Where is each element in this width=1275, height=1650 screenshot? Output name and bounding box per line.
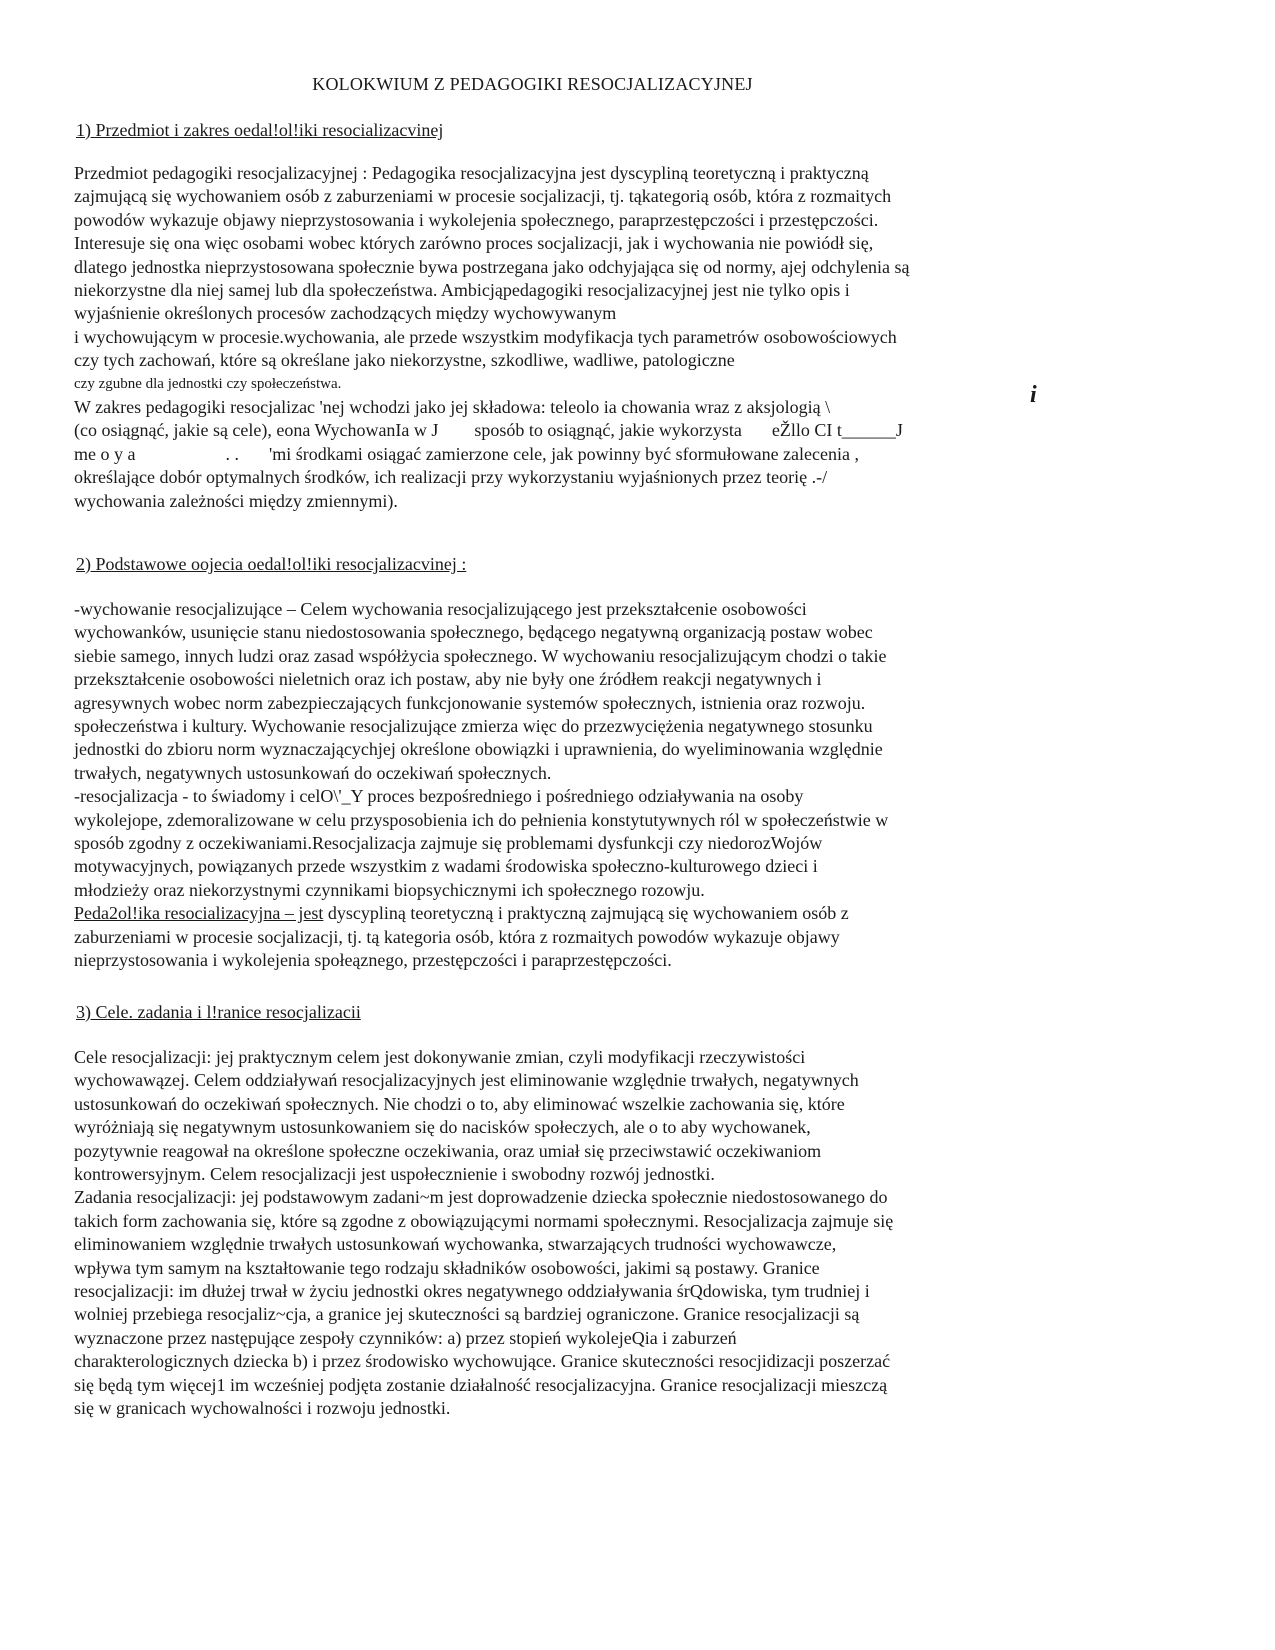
paragraph-line: czy tych zachowań, które są określane jako niekorzystne, szkodliwe, wadliwe, patologiczne [74,350,735,371]
paragraph-line: trwałych, negatywnych ustosunkowań do oczekiwań społecznych. [74,762,552,783]
line-fragment: 'mi środkami osiągać zamierzone cele, jak powinny być sformułowane zalecenia , [268,443,859,464]
paragraph-line: określające dobór optymalnych środków, ich realizacji przy wykorzystaniu wyjaśnionych przez teorię .-/ [74,467,828,488]
paragraph-line: takich form zachowania się, które są zgodne z obowiązującymi normami społecznymi. Resocjalizacja zajmuje się [74,1210,894,1231]
line-fragment: me o y a [74,443,136,464]
paragraph-line: -resocjalizacja - to świadomy i celO\'_Y proces bezpośredniego i pośredniego odziaływania na osoby [74,786,804,807]
paragraph-line-with-term [74,902,1064,925]
paragraph-line: społeczeństwa i kultury. Wychowanie resocjalizujące zmierza więc do przezwyciężenia negatywnego stosunku [74,716,873,737]
paragraph-line-fragmented [74,443,1064,466]
paragraph-line: wychowania zależności między zmiennymi). [74,490,398,511]
paragraph-line: czy zgubne dla jednostki czy społeczeństwa. [74,375,342,392]
paragraph-line: wolniej przebiega resocjaliz~cja, a granice jej skuteczności są bardziej ograniczone. Granice resocjalizacji są [74,1304,860,1325]
paragraph-line: pozytywnie reagował na określone społeczne oczekiwania, oraz umiał się przeciwstawić oczekiwaniom [74,1140,822,1161]
paragraph-line: W zakres pedagogiki resocjalizac 'nej wchodzi jako jej składowa: teleolo ia chowania wraz z aksjologią \ [74,397,831,418]
paragraph-line: Cele resocjalizacji: jej praktycznym celem jest dokonywanie zmian, czyli modyfikacji rzeczywistości [74,1047,806,1067]
paragraph-line: Przedmiot pedagogiki resocjalizacyjnej : Pedagogika resocjalizacyjna jest dyscypliną teoretyczną i praktyczną [74,163,869,183]
paragraph-line: wychowawązej. Celem oddziaływań resocjalizacyjnych jest eliminowanie względnie trwałych, negatywnych [74,1070,859,1091]
paragraph-line: jednostki do zbioru norm wyznaczającychjej określone obowiązki i uprawnienia, do wyeliminowania względnie [74,739,883,760]
section-1-heading: 1) Przedmiot i zakres oedal!ol!iki resocializacvinej [76,120,444,140]
section-2-heading: 2) Podstawowe oojecia oedal!ol!iki resocjalizacvinej : [76,554,467,574]
paragraph-line: agresywnych wobec norm zabezpieczających funkcjonowanie systemów społecznych, istnienia oraz rozwoju. [74,692,866,713]
section-1-body [74,162,1064,513]
paragraph-line: zajmującą się wychowaniem osób z zaburzeniami w procesie socjalizacji, tj. tąkategorią osób, która z rozmaitych [74,186,892,207]
paragraph-line: wyjaśnienie określonych procesów zachodzących między wychowywanym [74,303,617,324]
paragraph-line: resocjalizacji: im dłużej trwał w życiu jednostki okres negatywnego oddziaływania śrQdowiska, tym trudniej i [74,1281,870,1302]
paragraph-line: sposób zgodny z oczekiwaniami.Resocjalizacja zajmuje się problemami dysfunkcji czy niedorozWojów [74,833,823,854]
paragraph-line: niekorzystne dla niej samej lub dla społeczeństwa. Ambicjąpedagogiki resocjalizacyjnej jest nie tylko opis i [74,280,850,301]
section-3-heading: 3) Cele. zadania i l!ranice resocjalizacii [76,1002,361,1022]
paragraph-line: młodzieży oraz niekorzystnymi czynnikami biopsychicznymi ich społecznego rozowju. [74,879,705,900]
paragraph-line: dlatego jednostka nieprzystosowana społecznie bywa postrzegana jako odchyjająca się od normy, ajej odchylenia są [74,256,910,277]
paragraph-line: charakterologicznych dziecka b) i przez środowisko wychowujące. Granice skuteczności resocjidizacji poszerzać [74,1351,891,1372]
line-fragment: (co osiągnąć, jakie są cele), eona WychowanIa w J [74,420,439,441]
line-fragment: . . [225,443,239,464]
paragraph-line-fragmented [74,419,1064,442]
document-title: KOLOKWIUM Z PEDAGOGIKI RESOCJALIZACYJNEJ [312,74,753,94]
paragraph-line: wpływa tym samym na kształtowanie tego rodzaju składników osobowości, jakimi są postawy. Granice [74,1257,820,1278]
line-fragment: eŽllo CI t______J [771,420,903,441]
paragraph-line: ustosunkowań do oczekiwań społecznych. Nie chodzi o to, aby eliminować wszelkie zachowania się, które [74,1093,845,1114]
paragraph-line: przekształcenie osobowości nieletnich oraz ich postaw, aby nie były one źródłem reakcji negatywnych i [74,669,822,690]
line-fragment: sposób to osiągnąć, jakie wykorzysta [474,420,742,441]
paragraph-line: nieprzystosowania i wykolejenia społeąznego, przestępczości i paraprzestępczości. [74,950,672,971]
section-3-body [74,1046,1064,1421]
paragraph-line: wyznaczone przez następujące zespoły czynników: a) przez stopień wykolejeQia i zaburzeń [74,1327,737,1348]
paragraph-line: Zadania resocjalizacji: jej podstawowym zadani~m jest doprowadzenie dziecka społecznie niedostosowanego do [74,1187,888,1208]
paragraph-line: się w granicach wychowalności i rozwoju jednostki. [74,1398,451,1419]
section-2-body [74,598,1064,973]
paragraph-line: się będą tym więcej1 im wcześniej podjęta zostanie działalność resocjalizacyjna. Granice resocjalizacji mieszczą [74,1374,888,1395]
paragraph-line: wykolejope, zdemoralizowane w celu przysposobienia ich do pełnienia konstytutywnych ról w społeczeństwie w [74,809,889,830]
margin-mark: i [1030,382,1037,408]
paragraph-line: zaburzeniami w procesie socjalizacji, tj. tą kategoria osób, która z rozmaitych powodów wykazuje objawy [74,926,840,947]
paragraph-line: kontrowersyjnym. Celem resocjalizacji jest uspołecznienie i swobodny rozwój jednostki. [74,1164,715,1185]
paragraph-line: powodów wykazuje objawy nieprzystosowania i wykolejenia społecznego, paraprzestępczości i przestępczości. [74,209,879,230]
paragraph-line: wychowanków, usunięcie stanu niedostosowania społecznego, będącego negatywną organizacją postaw wobec [74,622,873,643]
paragraph-line: eliminowaniem względnie trwałych ustosunkowań wychowanka, stwarzających trudności wychowawcze, [74,1234,837,1255]
line-fragment: dyscypliną teoretyczną i praktyczną zajmującą się wychowaniem osób z [323,903,849,924]
underlined-term: Peda2ol!ika resocializacyjna – jest [74,903,324,924]
paragraph-line: Interesuje się ona więc osobami wobec których zarówno proces socjalizacji, jak i wychowania nie powiódł się, [74,233,874,254]
paragraph-line: siebie samego, innych ludzi oraz zasad współżycia społecznego. W wychowaniu resocjalizującym chodzi o takie [74,645,887,666]
paragraph-line: -wychowanie resocjalizujące – Celem wychowania resocjalizującego jest przekształcenie osobowości [74,599,807,619]
paragraph-line: motywacyjnych, powiązanych przede wszystkim z wadami środowiska społeczno-kulturowego dzieci i [74,856,818,877]
paragraph-line: i wychowującym w procesie.wychowania, ale przede wszystkim modyfikacja tych parametrów osobowościowych [74,326,897,347]
paragraph-line: wyróżniają się negatywnym ustosunkowaniem się do nacisków społeczych, ale o to aby wychowanek, [74,1117,811,1138]
